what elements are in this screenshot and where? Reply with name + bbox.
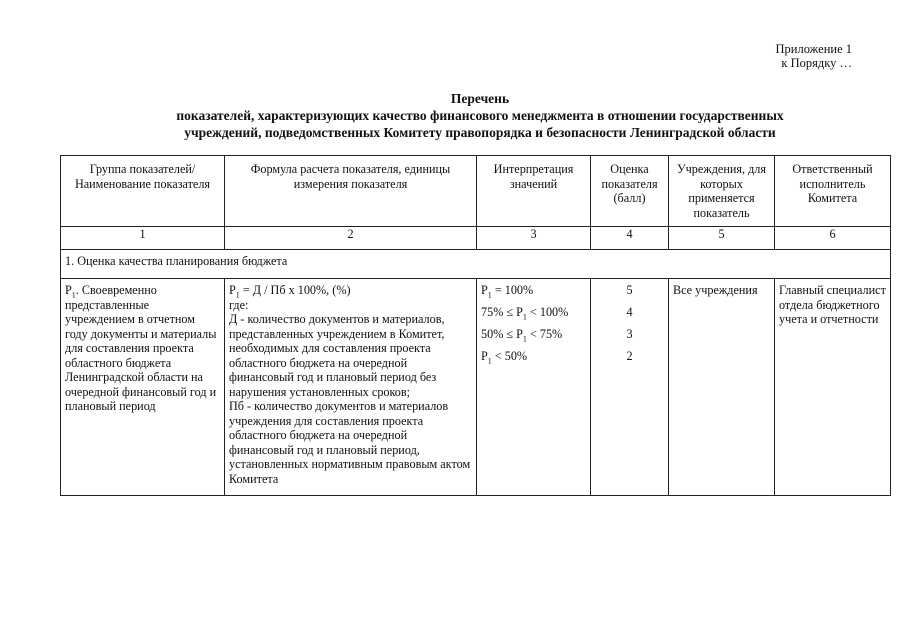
formula-cell — [225, 279, 477, 496]
interpretation-item — [481, 283, 586, 298]
interpretation-cell — [477, 279, 591, 496]
column-number: 5 — [669, 227, 775, 250]
interpretation-item — [481, 327, 586, 342]
header-formula: Формула расчета показателя, единицы измерения показателя — [225, 156, 477, 227]
interpretation-item — [481, 349, 586, 364]
column-number: 2 — [225, 227, 477, 250]
institutions-cell: Все учреждения — [669, 279, 775, 496]
table-header-row — [61, 156, 891, 227]
formula-expression — [229, 283, 472, 298]
interp-post: < 50% — [491, 349, 528, 363]
appendix-line-1: Приложение 1 — [775, 42, 852, 56]
title-line-2: показателей, характеризующих качество финансового менеджмента в отношении государственных — [176, 108, 784, 123]
title-line-3: учреждений, подведомственных Комитету правопорядка и безопасности Ленинградской области — [184, 125, 776, 140]
score-cell — [591, 279, 669, 496]
indicator-text: . Своевременно представленные учреждением в отчетном году документы и материалы для составления проекта областного бюджета Ленинградской области на очередной финансовый год и плановый период — [65, 283, 217, 413]
section-row — [61, 250, 891, 279]
indicator-subscript: 1 — [71, 290, 76, 300]
appendix-reference — [700, 42, 852, 70]
interp-sub: 1 — [487, 290, 492, 300]
interp-sub: 1 — [487, 356, 492, 366]
header-interpretation: Интерпретация значений — [477, 156, 591, 227]
score-value: 4 — [626, 305, 633, 319]
indicators-table — [60, 155, 891, 496]
interpretation-item — [481, 305, 586, 320]
formula-symbol: Р — [229, 283, 236, 297]
column-number: 1 — [61, 227, 225, 250]
table-row — [61, 279, 891, 496]
interp-pre: 75% ≤ Р — [481, 305, 523, 319]
interp-sub: 1 — [522, 312, 527, 322]
interp-pre: 50% ≤ Р — [481, 327, 523, 341]
header-responsible: Ответственный исполнитель Комитета — [775, 156, 891, 227]
header-score: Оценка показателя (балл) — [591, 156, 669, 227]
interp-post: < 75% — [526, 327, 563, 341]
section-title: 1. Оценка качества планирования бюджета — [61, 250, 891, 279]
formula-subscript: 1 — [235, 290, 240, 300]
document-title — [60, 90, 900, 141]
score-value: 3 — [626, 327, 633, 341]
indicator-name-cell — [61, 279, 225, 496]
title-line-1: Перечень — [450, 91, 510, 106]
column-number-row — [61, 227, 891, 250]
interp-pre: Р — [481, 349, 488, 363]
formula-line: где: — [229, 297, 249, 312]
formula-line: Д - количество документов и материалов, представленных учреждением в Комитет, необходимых для составления проекта областного бюджета на очередной финансовый год и плановый период без нарушения установленных сроков; — [229, 312, 445, 399]
appendix-line-2: к Порядку … — [781, 56, 852, 70]
column-number: 3 — [477, 227, 591, 250]
interp-post: = 100% — [491, 283, 534, 297]
column-number: 4 — [591, 227, 669, 250]
interp-post: < 100% — [526, 305, 569, 319]
header-indicator-group: Группа показателей/Наименование показателя — [61, 156, 225, 227]
column-number: 6 — [775, 227, 891, 250]
interp-pre: Р — [481, 283, 488, 297]
score-value: 5 — [626, 283, 633, 297]
formula-line: Пб - количество документов и материалов учреждения для составления проекта областного бюджета на очередной финансовый год и плановый период, установленных нормативным правовым актом Комитета — [229, 399, 471, 486]
score-value: 2 — [626, 349, 633, 363]
indicator-symbol: Р — [65, 283, 72, 297]
header-institutions: Учреждения, для которых применяется показатель — [669, 156, 775, 227]
formula-expr-text: = Д / Пб х 100%, (%) — [239, 283, 351, 297]
interp-sub: 1 — [522, 334, 527, 344]
responsible-cell: Главный специалист отдела бюджетного учета и отчетности — [775, 279, 891, 496]
